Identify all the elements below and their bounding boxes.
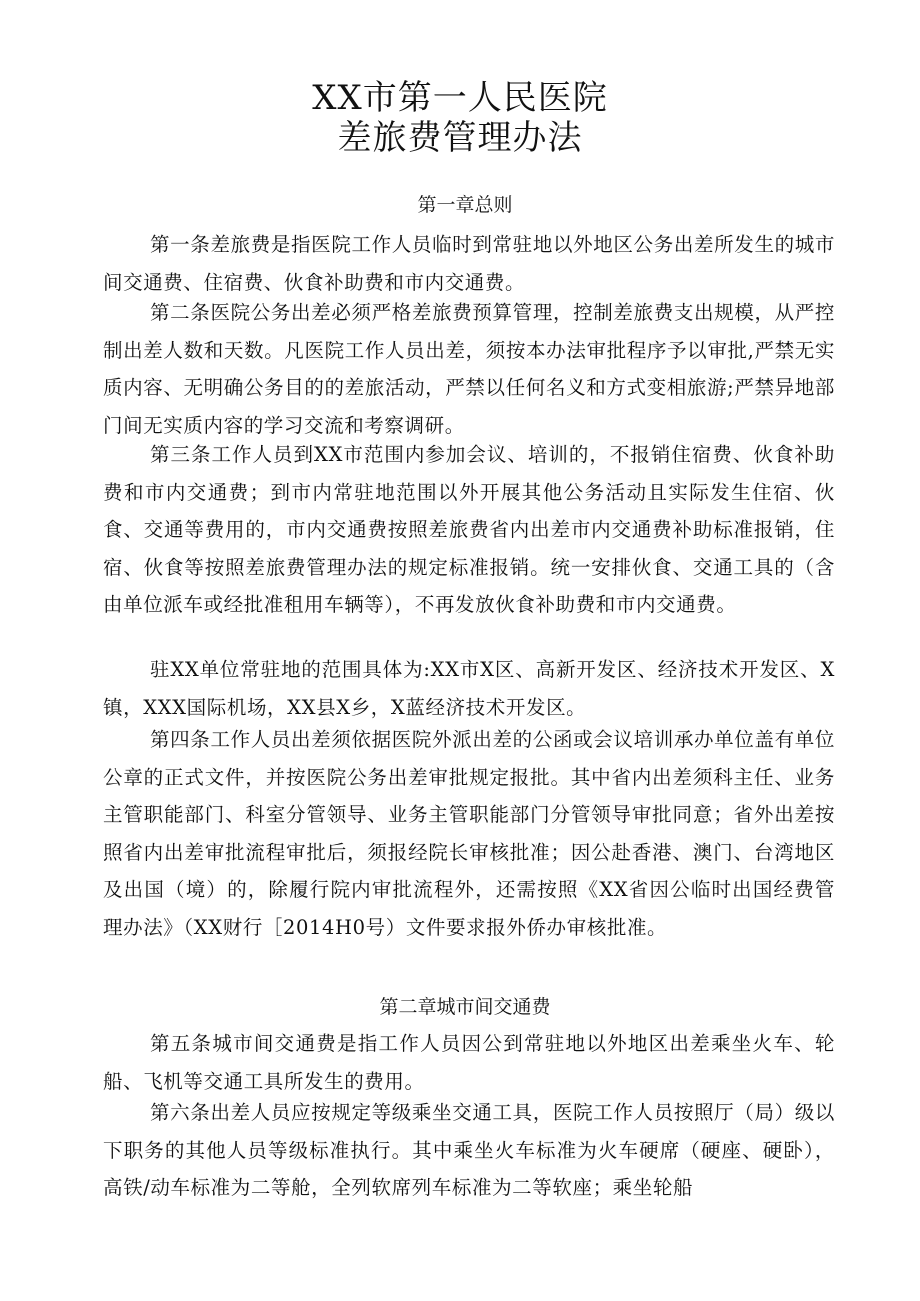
article-5: 第五条城市间交通费是指工作人员因公到常驻地以外地区出差乘坐火车、轮船、飞机等交通工具所发生的费用。 bbox=[103, 1032, 835, 1093]
article-6: 第六条出差人员应按规定等级乘坐交通工具，医院工作人员按照厅（局）级以下职务的其他人员等级标准执行。其中乘坐火车标准为火车硬席（硬座、硬卧），高铁/动车标准为二等舱，全列软席列车标准为二等软座；乘坐轮船 bbox=[103, 1101, 835, 1199]
article-1: 第一条差旅费是指医院工作人员临时到常驻地以外地区公务出差所发生的城市间交通费、住宿费、伙食补助费和市内交通费。 bbox=[103, 233, 835, 294]
article-3: 第三条工作人员到XX市范围内参加会议、培训的，不报销住宿费、伙食补助费和市内交通费；到市内常驻地范围以外开展其他公务活动且实际发生住宿、伙食、交通等费用的，市内交通费按照差旅费省内出差市内交通费补助标准报销，住宿、伙食等按照差旅费管理办法的规定标准报销。统一安排伙食、交通工具的（含由单位派车或经批准租用车辆等），不再发放伙食补助费和市内交通费。 bbox=[103, 443, 835, 616]
title-line-subject: 差旅费管理办法 bbox=[337, 118, 583, 158]
article-3-scope: 驻XX单位常驻地的范围具体为:XX市X区、高新开发区、经济技术开发区、X镇，XXX国际机场，XX县X乡，X蓝经济技术开发区。 bbox=[103, 658, 835, 719]
document-title bbox=[0, 78, 920, 158]
title-line-hospital: XX市第一人民医院 bbox=[312, 78, 608, 118]
article-4: 第四条工作人员出差须依据医院外派出差的公函或会议培训承办单位盖有单位公章的正式文件，并按医院公务出差审批规定报批。其中省内出差须科主任、业务主管职能部门、科室分管领导、业务主管职能部门分管领导审批同意；省外出差按照省内出差审批流程审批后，须报经院长审核批准；因公赴香港、澳门、台湾地区及出国（境）的，除履行院内审批流程外，还需按照《XX省因公临时出国经费管理办法》（XX财行［2014H0号）文件要求报外侨办审核批准。 bbox=[103, 728, 835, 939]
chapter-2-heading: 第二章城市间交通费 bbox=[379, 996, 551, 1018]
article-2: 第二条医院公务出差必须严格差旅费预算管理，控制差旅费支出规模，从严控制出差人数和天数。凡医院工作人员出差，须按本办法审批程序予以审批,严禁无实质内容、无明确公务目的的差旅活动，严禁以任何名义和方式变相旅游;严禁异地部门间无实质内容的学习交流和考察调研。 bbox=[103, 301, 835, 437]
chapter-1-heading: 第一章总则 bbox=[417, 194, 513, 216]
